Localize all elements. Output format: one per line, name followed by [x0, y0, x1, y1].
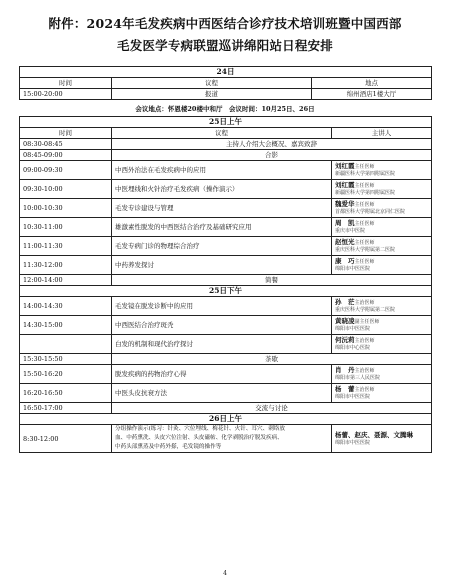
row-speaker — [332, 365, 432, 384]
row-topic: 毛发镜在脱发诊断中的应用 — [112, 297, 332, 316]
speaker-org: 重庆医科大学附属第二医院 — [335, 247, 396, 253]
day24-place: 绵州酒店1楼大厅 — [312, 89, 432, 100]
schedule-row — [20, 316, 432, 335]
document-title-line2: 毛发医学专病联盟巡讲绵阳站日程安排 — [117, 38, 333, 53]
row-topic: 合影 — [112, 150, 432, 161]
speaker-name: 肖 丹 — [335, 366, 355, 374]
speaker-role: 主治医师 — [354, 300, 375, 306]
col-place: 地点 — [312, 78, 432, 89]
row-time: 16:20-16:50 — [20, 384, 112, 403]
speaker-org: 绵阳市中医医院 — [335, 394, 371, 400]
speaker-names: 杨蕾、赵庆、聂源、文腾琳 — [335, 430, 413, 439]
page-number: 4 — [223, 570, 227, 577]
schedule-row — [20, 256, 432, 275]
row-time: 09:00-09:30 — [20, 161, 112, 180]
workshop-topic-line: 分组操作演示(练习：针灸、穴位埋线、梅花针、火针、耳穴、刺络放 — [115, 426, 285, 432]
schedule-row — [20, 139, 432, 150]
row-time: 15:30-15:50 — [20, 354, 112, 365]
row-time: 10:00-10:30 — [20, 199, 112, 218]
schedule-row — [20, 218, 432, 237]
row-time: 11:00-11:30 — [20, 237, 112, 256]
schedule-row — [20, 297, 432, 316]
row-topic: 主持人介绍大会概况、嘉宾致辞 — [112, 139, 432, 150]
col-time: 时间 — [20, 78, 112, 89]
row-topic: 毛发专诊建设与管理 — [112, 199, 332, 218]
speaker-name: 杨 蕾 — [335, 385, 355, 393]
schedule-row — [20, 384, 432, 403]
row-time — [20, 335, 112, 354]
break-row — [20, 354, 432, 365]
row-speaker — [332, 218, 432, 237]
speaker-role: 主任医师 — [354, 259, 375, 265]
row-speaker — [332, 384, 432, 403]
day24-table — [19, 66, 432, 100]
row-speaker — [332, 199, 432, 218]
pm25-header: 25日下午 — [20, 286, 432, 297]
col-time: 时间 — [20, 128, 112, 139]
row-time: 08:30-08:45 — [20, 139, 112, 150]
schedule-row — [20, 161, 432, 180]
speaker-name: 刘红霞 — [335, 162, 355, 170]
speaker-role: 主任医师 — [354, 183, 375, 189]
lunch-row — [20, 275, 432, 286]
speaker-role: 主治医师 — [354, 387, 375, 393]
schedule-row — [20, 365, 432, 384]
speaker-name: 何沅莉 — [335, 336, 355, 344]
speaker-role: 主治医师 — [354, 338, 375, 344]
col-agenda: 议程 — [112, 78, 312, 89]
am26-header: 26日上午 — [20, 414, 432, 425]
row-time: 09:30-10:00 — [20, 180, 112, 199]
row-topic: 脱发疾病的药物治疗心得 — [112, 365, 332, 384]
speaker-name: 刘红霞 — [335, 181, 355, 189]
row-time: 14:00-14:30 — [20, 297, 112, 316]
row-speaker — [332, 425, 432, 453]
row-time: 14:30-15:00 — [20, 316, 112, 335]
speaker-role: 主任医师 — [354, 221, 375, 227]
row-time: 16:50-17:00 — [20, 403, 112, 414]
schedule-row — [20, 237, 432, 256]
row-speaker — [332, 161, 432, 180]
workshop-topic-line: 血、中药熏洗、头皮穴位注射、头皮磁帖、化学剥脱治疗脱发疾病、 — [115, 435, 283, 441]
speaker-org: 新疆医科大学第四附属医院 — [335, 171, 396, 177]
speaker-org: 绵阳市第三人民医院 — [335, 375, 381, 381]
speaker-name: 周 凯 — [335, 219, 355, 227]
schedule-table — [19, 116, 432, 453]
row-speaker — [332, 180, 432, 199]
day24-time: 15:00-20:00 — [20, 89, 112, 100]
row-topic — [112, 425, 332, 453]
document-title-line1: 附件：2024年毛发疾病中西医结合诊疗技术培训班暨中国西部 — [48, 16, 402, 31]
row-time: 8:30-12:00 — [20, 425, 112, 453]
speaker-role: 主治医师 — [354, 368, 375, 374]
row-speaker — [332, 237, 432, 256]
schedule-row — [20, 150, 432, 161]
workshop-row — [20, 425, 432, 453]
speaker-org: 首都医科大学附属北京同仁医院 — [335, 209, 406, 215]
row-time: 08:45-09:00 — [20, 150, 112, 161]
speaker-role: 副主任医师 — [354, 319, 380, 325]
row-time: 15:50-16:20 — [20, 365, 112, 384]
speaker-org: 新疆医科大学第四附属医院 — [335, 190, 396, 196]
speaker-org: 绵阳市中心医院 — [335, 345, 371, 351]
row-topic: 白发的机制和现代治疗探讨 — [112, 335, 332, 354]
row-time: 12:00-14:00 — [20, 275, 112, 286]
speaker-name: 孙 茫 — [335, 298, 355, 306]
speaker-org: 绵阳市中医医院 — [335, 266, 371, 272]
speaker-role: 主任医师 — [354, 202, 375, 208]
discussion-row — [20, 403, 432, 414]
speaker-name: 魏爱华 — [335, 200, 355, 208]
row-speaker — [332, 297, 432, 316]
row-topic: 毛发专病门诊的物理综合治疗 — [112, 237, 332, 256]
schedule-row — [20, 199, 432, 218]
row-topic: 中医埋线和火针治疗毛发疾病（操作演示） — [112, 180, 332, 199]
row-topic: 中医头皮抗衰方法 — [112, 384, 332, 403]
row-topic: 交流与讨论 — [112, 403, 432, 414]
day24-header: 24日 — [20, 67, 432, 78]
day24-agenda: 报道 — [112, 89, 312, 100]
row-speaker — [332, 256, 432, 275]
col-speaker: 主讲人 — [332, 128, 432, 139]
row-topic: 茶歇 — [112, 354, 432, 365]
row-topic: 中药养发探讨 — [112, 256, 332, 275]
row-topic: 简餐 — [112, 275, 432, 286]
row-time: 11:30-12:00 — [20, 256, 112, 275]
row-speaker — [332, 316, 432, 335]
am25-header: 25日上午 — [20, 117, 432, 128]
speaker-name: 黄晓凌 — [335, 317, 355, 325]
schedule-row — [20, 180, 432, 199]
speaker-name: 赵恒光 — [335, 238, 355, 246]
speaker-name: 康 巧 — [335, 257, 355, 265]
row-time: 10:30-11:00 — [20, 218, 112, 237]
row-topic: 中西医结合治疗斑秃 — [112, 316, 332, 335]
speaker-org: 重庆市中医院 — [335, 228, 366, 234]
row-topic: 雄激素性脱发的中西医结合治疗及基础研究应用 — [112, 218, 332, 237]
speaker-org: 绵阳市中医医院 — [335, 326, 371, 332]
row-speaker — [332, 335, 432, 354]
speaker-role: 主任医师 — [354, 240, 375, 246]
speaker-role: 主任医师 — [354, 164, 375, 170]
venue-line: 会议地点：怀恩楼20楼中和厅 会议时间：10月25日、26日 — [135, 105, 315, 113]
schedule-row — [20, 335, 432, 354]
speaker-org: 绵阳市中医医院 — [335, 439, 371, 446]
speaker-org: 重庆医科大学附属第二医院 — [335, 307, 396, 313]
col-agenda: 议程 — [112, 128, 332, 139]
workshop-topic-line: 中药头部熏蒸及中药外搽，毛发镜的操作等 — [115, 444, 222, 450]
row-topic: 中西外治法在毛发疾病中的应用 — [112, 161, 332, 180]
